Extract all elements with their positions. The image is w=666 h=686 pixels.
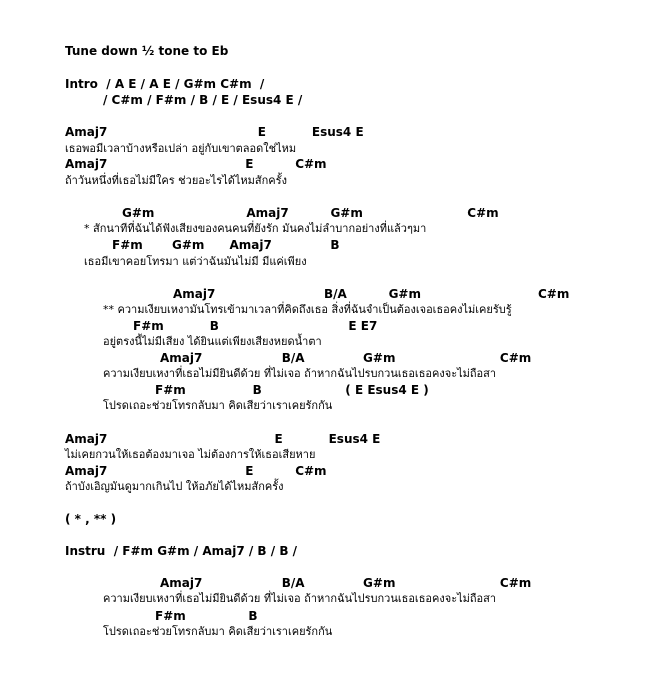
verse2-chords-2: Amaj7 E C#m: [65, 464, 327, 478]
verse2-chords-1: Amaj7 E Esus4 E: [65, 432, 381, 446]
verse2-lyric-2: ถ้าบังเอิญมันดูมากเกินไป ให้อภัยได้ไหมสักครั้ง: [65, 480, 284, 493]
intro-chords-line-1: Intro / A E / A E / G#m C#m /: [65, 77, 265, 91]
prechorus-chords-1: G#m Amaj7 G#m C#m: [122, 206, 499, 220]
chorus-lyric-3: ความเงียบเหงาที่เธอไม่มียินดีด้วย ที่ไม่เจอ ถ้าหากฉันไปรบกวนเธอเธอคงจะไม่ถือสา: [103, 367, 497, 380]
chorus-chords-4: F#m B ( E Esus4 E ): [155, 383, 429, 397]
chorus-chords-3: Amaj7 B/A G#m C#m: [160, 351, 532, 365]
tuning-note: Tune down ½ tone to Eb: [65, 44, 229, 58]
chorus-chords-2: F#m B E E7: [133, 319, 378, 333]
chorus-chords-1: Amaj7 B/A G#m C#m: [173, 287, 570, 301]
repeat-marker: ( * , ** ): [65, 512, 117, 526]
verse1-lyric-1: เธอพอมีเวลาบ้างหรือเปล่า อยู่กับเขาตลอดใช่ไหม: [65, 142, 297, 155]
ending-chords-1: Amaj7 B/A G#m C#m: [160, 576, 532, 590]
intro-chords-line-2: / C#m / F#m / B / E / Esus4 E /: [103, 93, 303, 107]
ending-lyric-1: ความเงียบเหงาที่เธอไม่มียินดีด้วย ที่ไม่เจอ ถ้าหากฉันไปรบกวนเธอเธอคงจะไม่ถือสา: [103, 592, 497, 605]
ending-lyric-2: โปรดเถอะช่วยโทรกลับมา คิดเสียว่าเราเคยรักกัน: [103, 625, 333, 638]
verse1-lyric-2: ถ้าวันหนึ่งที่เธอไม่มีใคร ช่วยอะไรได้ไหมสักครั้ง: [65, 174, 287, 187]
prechorus-lyric-2: เธอมีเขาคอยโทรมา แต่ว่าฉันมันไม่มี มีแค่เพียง: [84, 255, 307, 268]
verse1-chords-1: Amaj7 E Esus4 E: [65, 125, 364, 139]
prechorus-lyric-1: * สักนาทีที่ฉันได้ฟังเสียงของคนคนที่ยังรัก มันคงไม่ลำบากอย่างที่แล้วๆมา: [84, 222, 427, 235]
verse1-chords-2: Amaj7 E C#m: [65, 157, 327, 171]
verse2-lyric-1: ไม่เคยกวนให้เธอต้องมาเจอ ไม่ต้องการให้เธอเสียหาย: [65, 448, 316, 461]
chorus-lyric-4: โปรดเถอะช่วยโทรกลับมา คิดเสียว่าเราเคยรักกัน: [103, 399, 333, 412]
instrumental-chords: Instru / F#m G#m / Amaj7 / B / B /: [65, 544, 298, 558]
ending-chords-2: F#m B: [155, 609, 258, 623]
prechorus-chords-2: F#m G#m Amaj7 B: [112, 238, 340, 252]
chorus-lyric-2: อยู่ตรงนี้ไม่มีเสียง ได้ยินแต่เพียงเสียงหยดน้ำตา: [103, 335, 322, 348]
chorus-lyric-1: ** ความเงียบเหงามันโทรเข้ามาเวลาที่คิดถึงเธอ สิ่งที่ฉันจำเป็นต้องเจอเธอคงไม่เคยรับรู้: [103, 303, 512, 316]
